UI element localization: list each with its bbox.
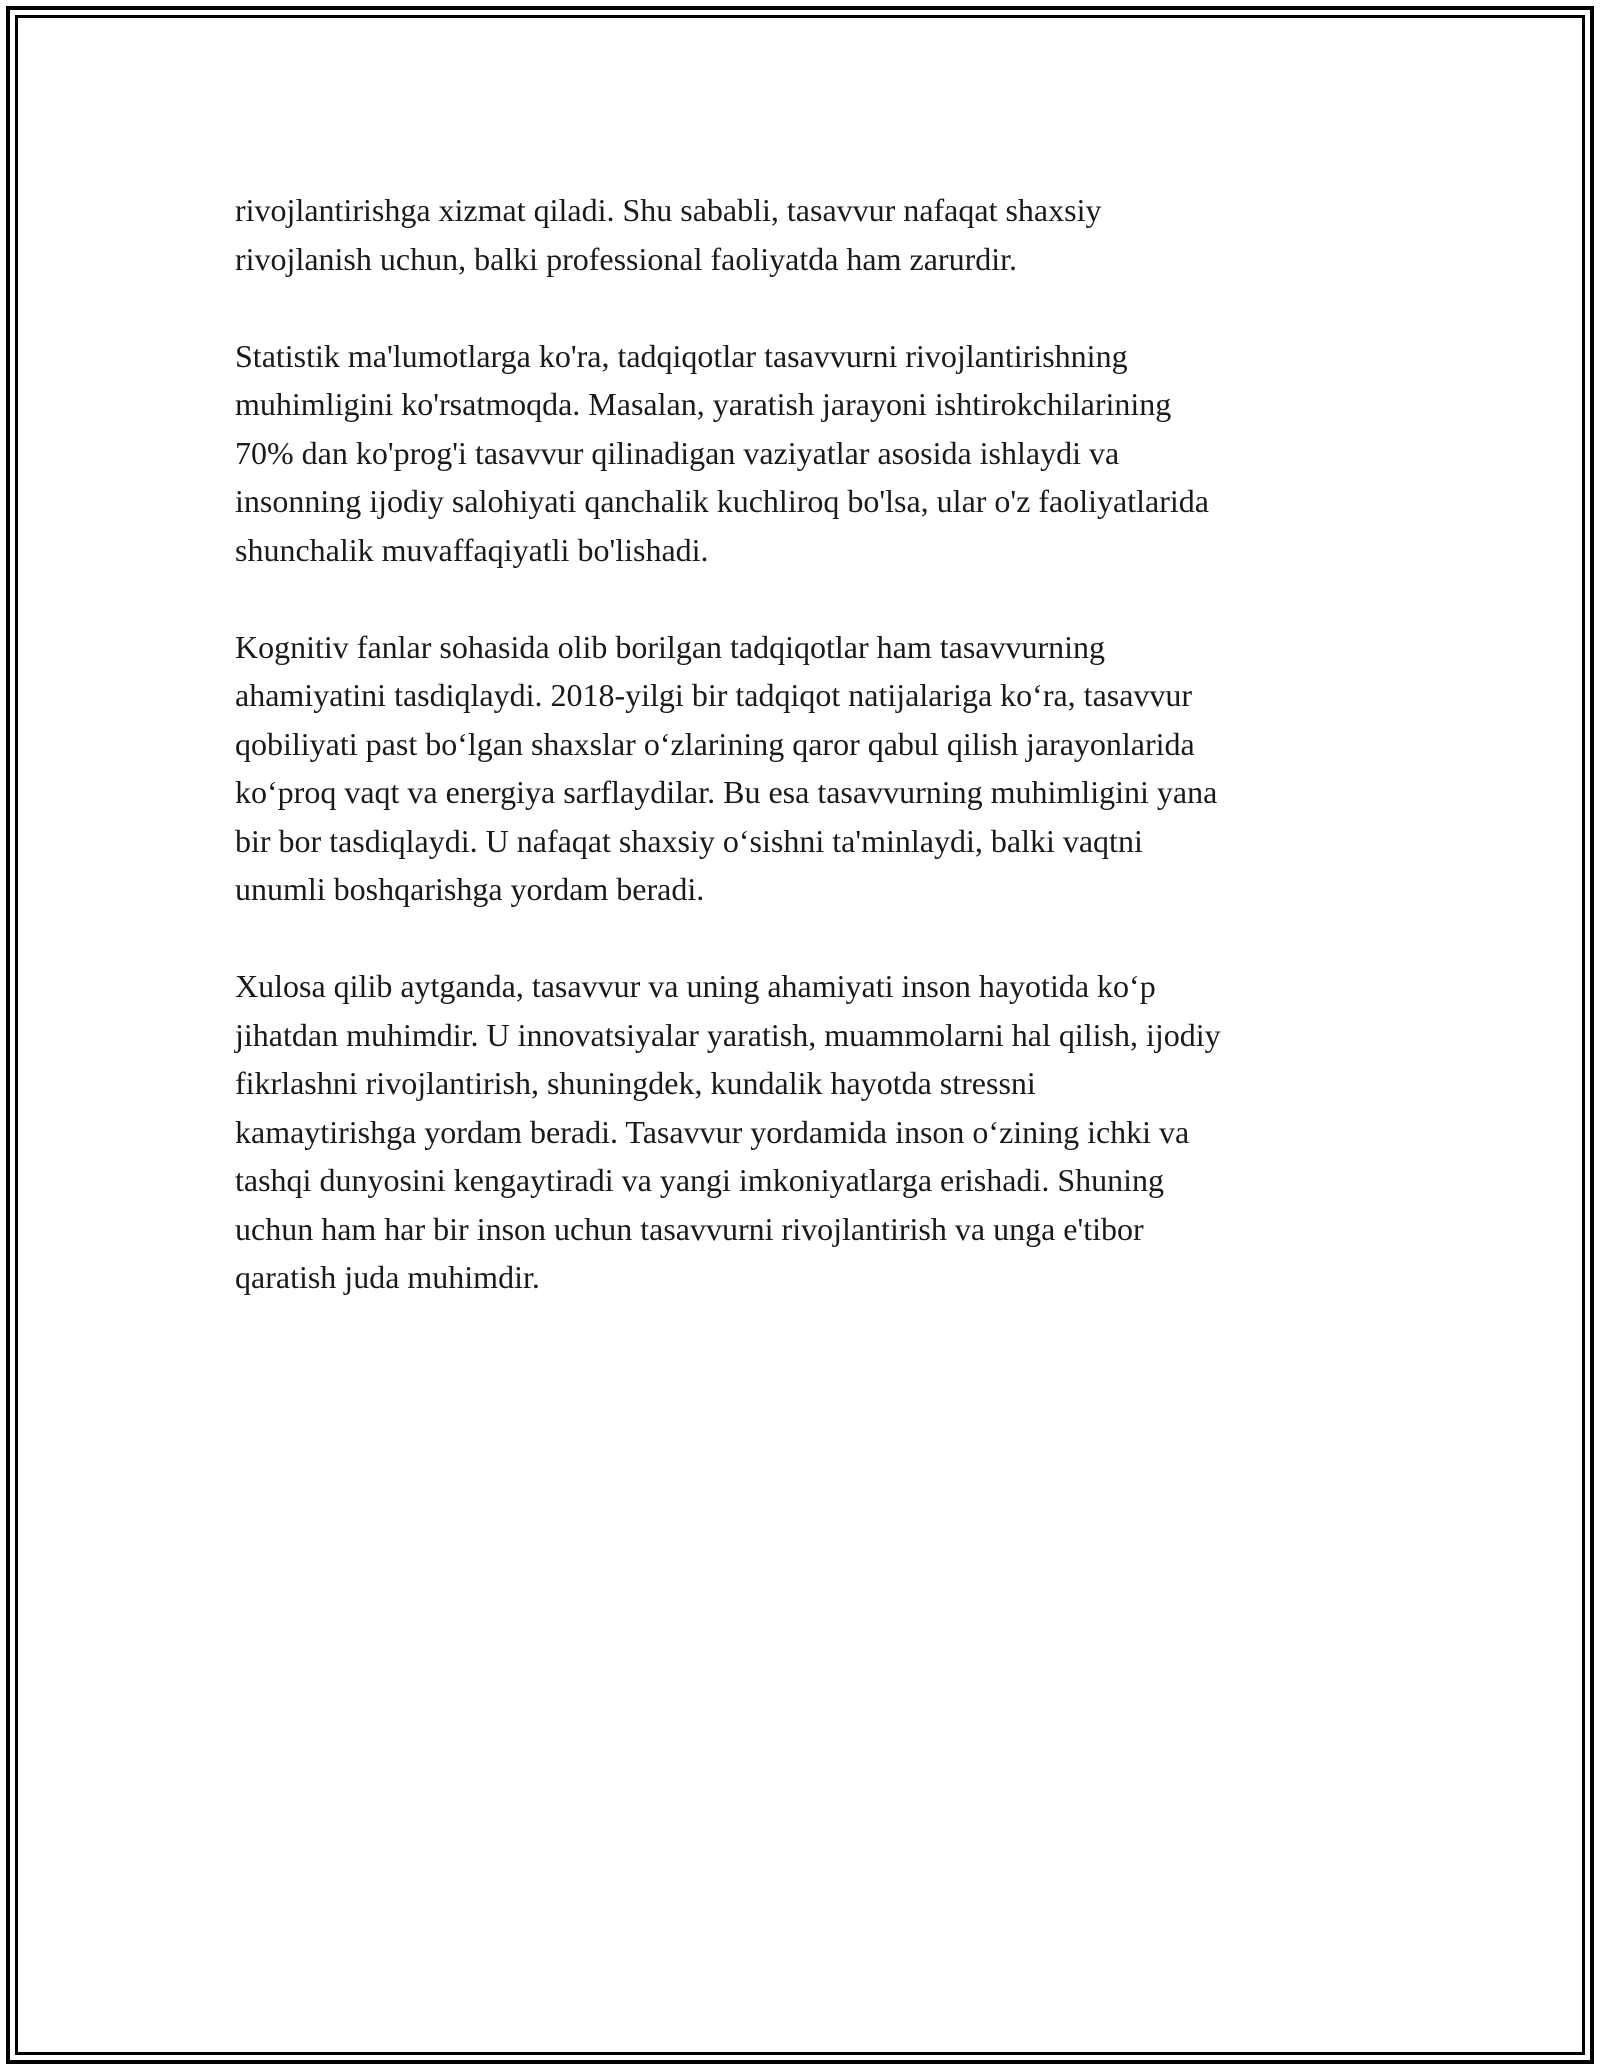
paragraph-line: qobiliyati past bo‘lgan shaxslar o‘zlarining qaror qabul qilish jarayonlarida xyxy=(235,725,1195,762)
paragraph-line: shunchalik muvaffaqiyatli bo'lishadi. xyxy=(235,531,709,568)
paragraph-line: Xulosa qilib aytganda, tasavvur va uning ahamiyati inson hayotida ko‘p xyxy=(235,968,1156,1004)
paragraph-line: jihatdan muhimdir. U innovatsiyalar yaratish, muammolarni hal qilish, ijodiy xyxy=(235,1016,1221,1053)
paragraph-line: qaratish juda muhimdir. xyxy=(235,1259,540,1295)
paragraph-1 xyxy=(235,186,1395,283)
paragraph-line: Statistik ma'lumotlarga ko'ra, tadqiqotlar tasavvurni rivojlantirishning xyxy=(235,337,1128,374)
document-body xyxy=(235,186,1395,1350)
paragraph-line: ahamiyatini tasdiqlaydi. 2018-yilgi bir tadqiqot natijalariga ko‘ra, tasavvur xyxy=(235,677,1193,713)
paragraph-line: uchun ham har bir inson uchun tasavvurni rivojlantirish va unga e'tibor xyxy=(235,1210,1144,1247)
paragraph-line: unumli boshqarishga yordam beradi. xyxy=(235,871,705,907)
paragraph-line: insonning ijodiy salohiyati qanchalik kuchliroq bo'lsa, ular o'z faoliyatlarida xyxy=(235,483,1209,519)
paragraph-2 xyxy=(235,332,1395,575)
paragraph-line: kamaytirishga yordam beradi. Tasavvur yordamida inson o‘zining ichki va xyxy=(235,1113,1190,1150)
paragraph-line: rivojlantirishga xizmat qiladi. Shu sababli, tasavvur nafaqat shaxsiy xyxy=(235,192,1102,228)
paragraph-line: fikrlashni rivojlantirish, shuningdek, kundalik hayotda stressni xyxy=(235,1065,1036,1101)
paragraph-line: rivojlanish uchun, balki professional faoliyatda ham zarurdir. xyxy=(235,240,1017,277)
paragraph-line: Kognitiv fanlar sohasida olib borilgan tadqiqotlar ham tasavvurning xyxy=(235,628,1106,665)
paragraph-3 xyxy=(235,623,1395,914)
paragraph-line: 70% dan ko'prog'i tasavvur qilinadigan vaziyatlar asosida ishlaydi va xyxy=(235,434,1120,471)
paragraph-4 xyxy=(235,962,1395,1302)
paragraph-line: muhimligini ko'rsatmoqda. Masalan, yaratish jarayoni ishtirokchilarining xyxy=(235,386,1172,422)
paragraph-line: tashqi dunyosini kengaytiradi va yangi imkoniyatlarga erishadi. Shuning xyxy=(235,1162,1165,1198)
paragraph-line: bir bor tasdiqlaydi. U nafaqat shaxsiy o‘sishni ta'minlaydi, balki vaqtni xyxy=(235,822,1143,859)
paragraph-line: ko‘proq vaqt va energiya sarflaydilar. Bu esa tasavvurning muhimligini yana xyxy=(235,774,1218,810)
